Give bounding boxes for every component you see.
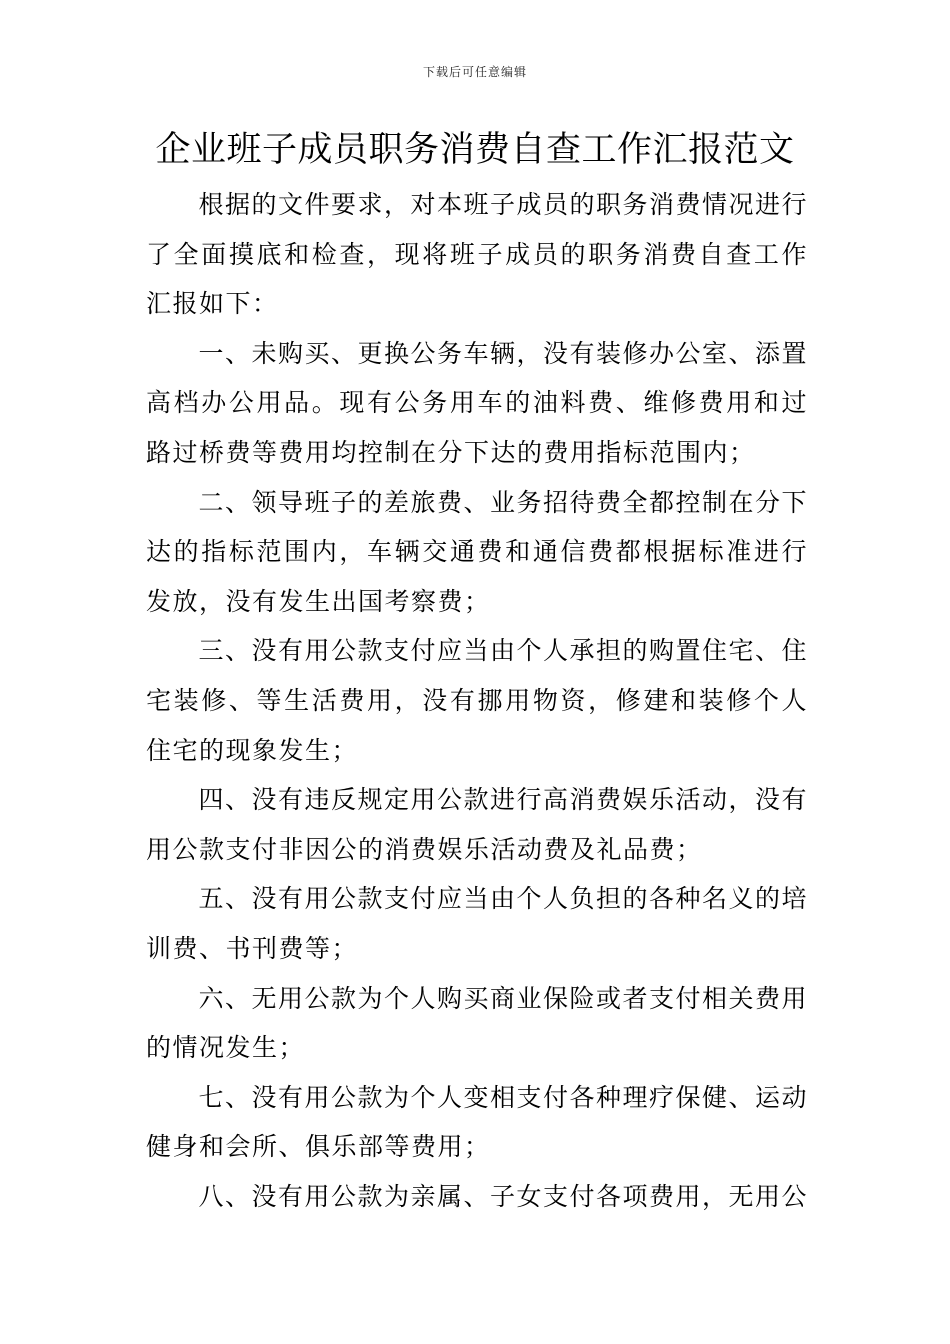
paragraph-item-8: 八、没有用公款为亲属、子女支付各项费用，无用公 xyxy=(198,1181,809,1211)
paragraph-item-7: 七、没有用公款为个人变相支付各种理疗保健、运动健身和会所、俱乐部等费用； xyxy=(146,1082,809,1162)
paragraph-item-2: 二、领导班子的差旅费、业务招待费全都控制在分下达的指标范围内，车辆交通费和通信费都根据标准进行发放，没有发生出国考察费； xyxy=(146,487,809,616)
paragraph-intro: 根据的文件要求，对本班子成员的职务消费情况进行了全面摸底和检查，现将班子成员的职务消费自查工作汇报如下： xyxy=(146,190,809,319)
paragraph-item-4: 四、没有违反规定用公款进行高消费娱乐活动，没有用公款支付非因公的消费娱乐活动费及礼品费； xyxy=(146,785,809,864)
document-body xyxy=(146,180,808,1221)
header-note: 下载后可任意编辑 xyxy=(422,65,527,79)
paragraph-item-6: 六、无用公款为个人购买商业保险或者支付相关费用的情况发生； xyxy=(146,983,809,1063)
paragraph-item-5: 五、没有用公款支付应当由个人负担的各种名义的培训费、书刊费等； xyxy=(146,884,809,963)
paragraph-item-3: 三、没有用公款支付应当由个人承担的购置住宅、住宅装修、等生活费用，没有挪用物资，修建和装修个人住宅的现象发生； xyxy=(146,636,809,765)
paragraph-item-1: 一、未购买、更换公务车辆，没有装修办公室、添置高档办公用品。现有公务用车的油料费、维修费用和过路过桥费等费用均控制在分下达的费用指标范围内； xyxy=(146,338,809,467)
page-title: 企业班子成员职务消费自查工作汇报范文 xyxy=(155,130,795,170)
